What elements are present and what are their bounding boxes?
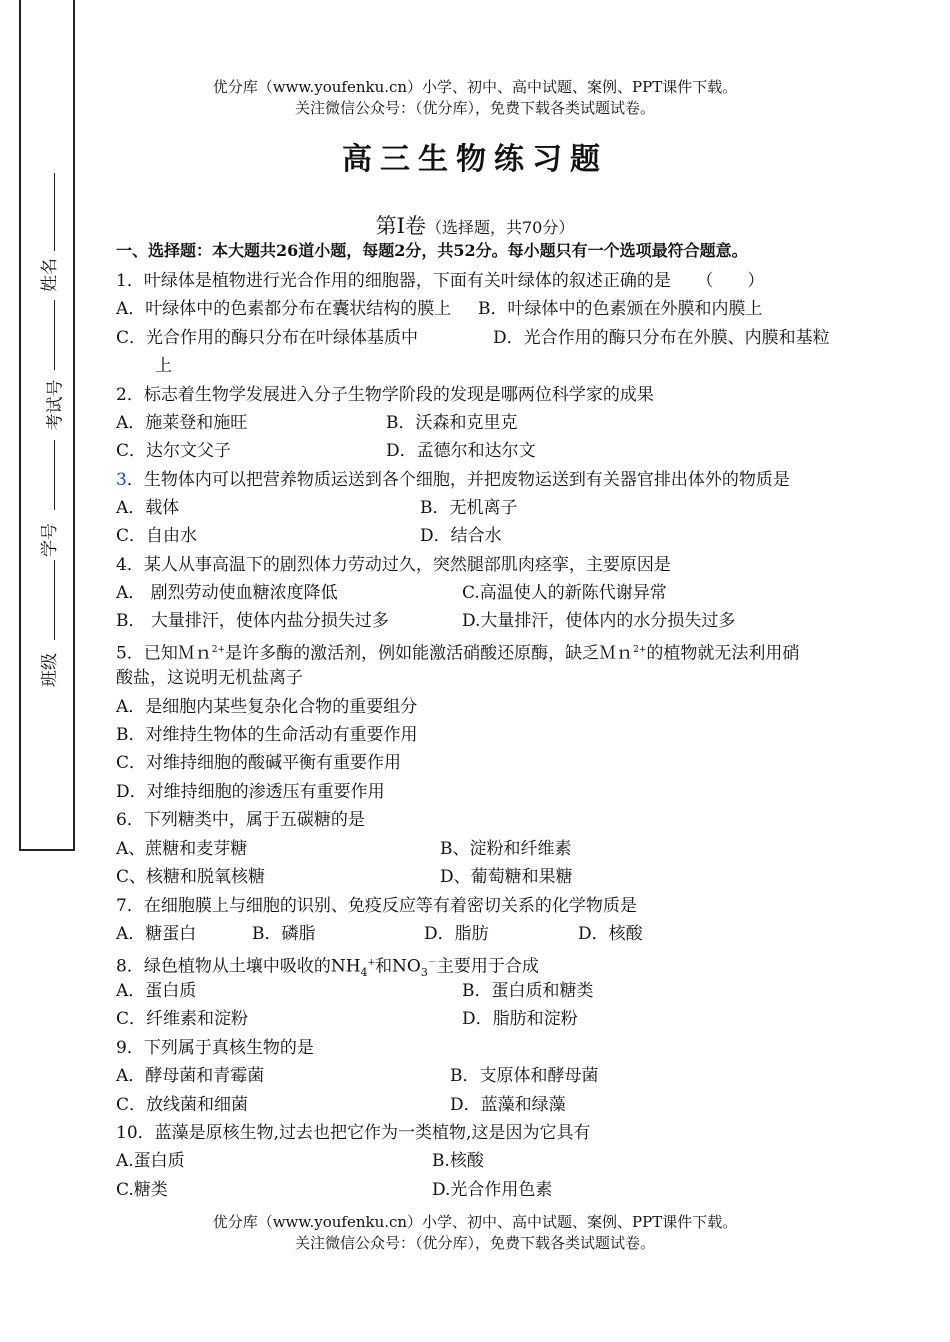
q5-charge-1: 2+ — [211, 645, 226, 655]
q2-stem: 2．标志着生物学发展进入分子生物学阶段的发现是哪两位科学家的成果 — [116, 385, 654, 405]
footer-line-1: 优分库（www.youfenku.cn）小学、初中、高中试题、案例、PPT课件下载。 — [212, 1213, 738, 1231]
instruction: 一、选择题：本大题共26道小题，每题2分，共52分。每小题只有一个选项最符合题意。 — [116, 241, 748, 260]
q3-number: 3 — [116, 470, 127, 490]
q5-option-d[interactable]: D．对维持细胞的渗透压有重要作用 — [116, 782, 385, 802]
class-blank[interactable] — [54, 560, 55, 640]
q3-option-b[interactable]: B．无机离子 — [420, 498, 518, 518]
q8-stem-part-2: 和NO — [375, 956, 421, 977]
q5-stem — [116, 639, 799, 665]
q2-option-c[interactable]: C．达尔文父子 — [116, 441, 232, 461]
q5-stem-part-3: 的植物就无法利用硝 — [646, 643, 800, 664]
header-line-2: 关注微信公众号：（优分库），免费下载各类试题试卷。 — [294, 99, 655, 117]
student-no-blank[interactable] — [54, 440, 55, 510]
q6-option-c[interactable]: C、核糖和脱氧核糖 — [116, 867, 266, 887]
q8-sub-1: 4 — [360, 966, 368, 980]
q3-option-d[interactable]: D．结合水 — [420, 526, 502, 546]
q5-stem-part-1: 5．已知Ｍｎ — [116, 643, 212, 664]
q4-option-a[interactable]: A． 剧烈劳动使血糖浓度降低 — [116, 583, 338, 603]
q2-option-d[interactable]: D．孟德尔和达尔文 — [386, 441, 536, 461]
q7-stem: 7．在细胞膜上与细胞的识别、免疫反应等有着密切关系的化学物质是 — [116, 896, 637, 916]
q3-option-a[interactable]: A．载体 — [116, 498, 180, 518]
q6-stem: 6．下列糖类中，属于五碳糖的是 — [116, 810, 365, 830]
q4-option-d[interactable]: D.大量排汗，使体内的水分损失过多 — [462, 611, 736, 631]
q1-stem: 1．叶绿体是植物进行光合作用的细胞器，下面有关叶绿体的叙述正确的是 （ ） — [116, 271, 765, 291]
q6-option-a[interactable]: A、蔗糖和麦芽糖 — [116, 839, 248, 859]
q3-option-c[interactable]: C．自由水 — [116, 526, 198, 546]
section-title: 第Ⅰ卷 — [375, 214, 426, 238]
q8-sup-2: － — [427, 958, 437, 968]
q4-option-c[interactable]: C.高温使人的新陈代谢异常 — [462, 583, 667, 603]
q10-option-d[interactable]: D.光合作用色素 — [432, 1180, 553, 1200]
q4-stem: 4．某人从事高温下的剧烈体力劳动过久，突然腿部肌肉痉挛，主要原因是 — [116, 555, 671, 575]
page-title: 高三生物练习题 — [342, 142, 608, 177]
q9-option-a[interactable]: A．酵母菌和青霉菌 — [116, 1066, 265, 1086]
q9-option-d[interactable]: D．蓝藻和绿藻 — [450, 1095, 566, 1115]
section-heading — [0, 210, 950, 240]
q10-option-b[interactable]: B.核酸 — [432, 1151, 484, 1171]
q9-option-c[interactable]: C．放线菌和细菌 — [116, 1095, 249, 1115]
q1-option-a[interactable]: A．叶绿体中的色素都分布在囊状结构的膜上 — [116, 299, 452, 319]
q1-option-c[interactable]: C．光合作用的酶只分布在叶绿体基质中 — [116, 328, 419, 348]
student-no-label: 学号 — [40, 523, 60, 557]
q10-option-c[interactable]: C.糖类 — [116, 1180, 168, 1200]
q3-stem — [116, 469, 790, 491]
q7-option-b[interactable]: B．磷脂 — [252, 924, 316, 944]
q5-stem-line-2: 酸盐，这说明无机盐离子 — [116, 668, 303, 688]
exam-no-label: 考试号 — [45, 379, 66, 431]
q6-option-d[interactable]: D、葡萄糖和果糖 — [440, 867, 573, 887]
class-label: 班级 — [40, 653, 60, 687]
q1-option-d[interactable]: D．光合作用的酶只分布在外膜、内膜和基粒 — [493, 328, 830, 348]
q6-option-b[interactable]: B、淀粉和纤维素 — [440, 839, 572, 859]
q8-option-a[interactable]: A．蛋白质 — [116, 981, 197, 1001]
q5-option-b[interactable]: B．对维持生物体的生命活动有重要作用 — [116, 725, 418, 745]
q2-option-a[interactable]: A．施莱登和施旺 — [116, 413, 248, 433]
q8-stem-part-1: 8．绿色植物从土壤中吸收的NH — [116, 956, 361, 977]
q4-option-b[interactable]: B． 大量排汗，使体内盐分损失过多 — [116, 611, 389, 631]
q3-stem-text: ．生物体内可以把营养物质运送到各个细胞，并把废物运送到有关器官排出体外的物质是 — [126, 470, 790, 490]
q8-stem-part-3: 主要用于合成 — [436, 956, 539, 977]
q5-option-a[interactable]: A．是细胞内某些复杂化合物的重要组分 — [116, 697, 418, 717]
q7-option-c[interactable]: D．脂肪 — [424, 924, 489, 944]
section-subtitle: （选择题，共70分） — [425, 218, 575, 237]
q8-option-c[interactable]: C．纤维素和淀粉 — [116, 1009, 249, 1029]
footer-line-2: 关注微信公众号：（优分库），免费下载各类试题试卷。 — [294, 1234, 655, 1252]
q7-option-a[interactable]: A．糖蛋白 — [116, 924, 197, 944]
q5-stem-part-2: 是许多酶的激活剂，例如能激活硝酸还原酶，缺乏Ｍｎ — [225, 643, 634, 664]
q8-sup-1: + — [367, 958, 376, 968]
q9-option-b[interactable]: B．支原体和酵母菌 — [450, 1066, 599, 1086]
exam-no-blank[interactable] — [54, 300, 55, 370]
q2-option-b[interactable]: B．沃森和克里克 — [386, 413, 518, 433]
q9-stem: 9．下列属于真核生物的是 — [116, 1038, 314, 1058]
name-label: 姓名 — [40, 258, 60, 292]
q10-option-a[interactable]: A.蛋白质 — [116, 1151, 185, 1171]
q8-option-b[interactable]: B．蛋白质和糖类 — [462, 981, 594, 1001]
q7-option-d[interactable]: D．核酸 — [578, 924, 643, 944]
q5-option-c[interactable]: C．对维持细胞的酸碱平衡有重要作用 — [116, 753, 402, 773]
header-line-1: 优分库（www.youfenku.cn）小学、初中、高中试题、案例、PPT课件下载。 — [212, 78, 738, 96]
q1-option-d-continued: 上 — [155, 356, 172, 376]
q8-sub-2: 3 — [420, 966, 428, 980]
q1-option-b[interactable]: B．叶绿体中的色素颁在外膜和内膜上 — [478, 299, 763, 319]
q10-stem: 10．蓝藻是原核生物,过去也把它作为一类植物,这是因为它具有 — [116, 1123, 591, 1143]
q5-charge-2: 2+ — [633, 645, 647, 655]
q8-option-d[interactable]: D．脂肪和淀粉 — [462, 1009, 578, 1029]
